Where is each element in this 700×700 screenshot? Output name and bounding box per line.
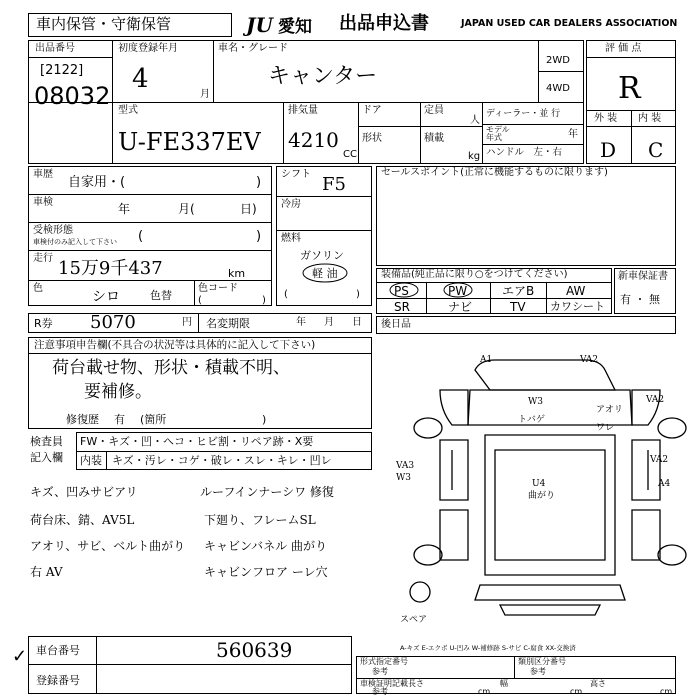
- mark-w3-side: W3: [396, 473, 411, 483]
- recycle-row: [28, 313, 372, 333]
- notes-line2: 要補修。: [84, 382, 152, 402]
- mark-a1: A1: [480, 355, 493, 365]
- notes-title: 注意事項申告欄(不具合の状況等は具体的に記入して下さい): [34, 339, 316, 351]
- mark-tobage: トバゲ: [518, 415, 545, 425]
- height-label: 高さ: [590, 679, 606, 688]
- length-label: 長さ: [408, 679, 424, 688]
- diagram-legend: A-キズ E-エクボ U-凹み W-補修跡 S-サビ C-腐食 XX-交換済: [400, 644, 576, 652]
- received-paren: (: [138, 229, 144, 244]
- equip-aw: AW: [566, 284, 586, 298]
- equip-tv: TV: [510, 300, 526, 314]
- displacement-label: 排気量: [288, 105, 318, 116]
- ju-logo: [246, 12, 312, 37]
- year-label: 年式: [486, 133, 502, 142]
- repair-history-value: 有: [114, 413, 125, 426]
- lot-number: 08032: [34, 82, 111, 110]
- equip-ps: PS: [394, 284, 409, 298]
- notes-line1: 荷台載せ物、形状・積載不明、: [52, 358, 290, 378]
- received-label: 受検形態: [33, 225, 73, 236]
- color-change-label: 色替: [150, 289, 172, 302]
- rear-items-label: 後日品: [381, 319, 411, 330]
- vehicle-damage-diagram: [396, 350, 680, 630]
- mark-va3: VA3: [396, 461, 415, 471]
- cert-ref: 参考: [372, 687, 388, 696]
- pw-circle: [442, 282, 474, 298]
- inspector-row2: キズ・汚レ・コゲ・破レ・スレ・キレ・凹レ: [112, 454, 332, 467]
- interior-value: C: [648, 138, 664, 162]
- equip-pw: PW: [448, 284, 468, 298]
- org-name: 愛知: [278, 17, 312, 37]
- recycle-value: 5070: [90, 312, 136, 333]
- storage-label: 車内保管・守衛保管: [36, 15, 172, 33]
- hw-note-c1-1: キズ、凹みサビアリ: [30, 485, 138, 499]
- diesel-circle: [300, 262, 350, 284]
- yen-unit: 円: [182, 317, 192, 328]
- door-label: ドア: [362, 105, 382, 116]
- name-change-label: 名変期限: [206, 317, 250, 330]
- mileage-label: 走行: [33, 253, 53, 264]
- kg-unit: kg: [468, 151, 481, 162]
- exterior-label: 外 装: [594, 113, 618, 124]
- cc-unit: CC: [343, 149, 357, 160]
- load-label: 積載: [424, 133, 444, 144]
- inspection-year: 年: [118, 202, 131, 216]
- km-unit: km: [228, 267, 246, 280]
- inspection-label: 車検: [33, 197, 53, 208]
- form-title: 出品申込書: [339, 13, 429, 34]
- inspector-row1: FW・キズ・凹・ヘコ・ヒビ割・リペア跡・X要: [80, 435, 314, 448]
- nc-day: 日: [352, 317, 362, 328]
- type-label: 型式: [118, 105, 138, 116]
- equip-airbag: エアB: [502, 284, 535, 298]
- color-value: シロ: [92, 289, 120, 305]
- fuel-label: 燃料: [281, 233, 301, 244]
- history-value: 自家用・(: [68, 175, 126, 190]
- mileage-value: 15万9千437: [58, 258, 163, 279]
- shift-value: F5: [322, 174, 346, 195]
- association-name: JAPAN USED CAR DEALERS ASSOCIATION: [461, 18, 678, 29]
- grade-value: R: [618, 71, 641, 106]
- model-year-label: モデル: [486, 125, 510, 134]
- chassis-label: 車台番号: [36, 644, 80, 657]
- length-cm: cm: [478, 687, 491, 696]
- color-code-label: 色コード: [198, 283, 238, 294]
- spec-label: 形式指定番号: [360, 657, 408, 666]
- height-cm: cm: [660, 687, 673, 696]
- person-unit: 人: [470, 115, 480, 126]
- nc-month: 月: [324, 317, 334, 328]
- exterior-value: D: [600, 138, 617, 162]
- ac-label: 冷房: [281, 199, 301, 210]
- mark-aori: アオリ: [596, 405, 623, 415]
- received-close: ): [256, 229, 262, 244]
- mark-ware: ワレ: [596, 423, 615, 433]
- lot-sub-number: [2122]: [40, 63, 84, 78]
- repair-history-label: 修復歴: [66, 413, 99, 426]
- hw-note-c1-4: 右 AV: [30, 565, 63, 579]
- shift-label: シフト: [281, 169, 311, 180]
- equip-navi: ナビ: [448, 300, 473, 314]
- drive-2wd: 2WD: [546, 55, 570, 66]
- received-note: 車検付のみ記入して下さい: [33, 238, 117, 246]
- spare-label: スペア: [400, 615, 428, 625]
- grade-label: 評 価 点: [605, 43, 642, 54]
- interior-label: 内 装: [638, 113, 662, 124]
- chassis-value: 560639: [216, 638, 293, 662]
- hw-note-c2-3: キャビンバネル 曲がり: [204, 539, 327, 553]
- width-label: 幅: [500, 679, 508, 688]
- repair-close: ): [262, 413, 267, 426]
- fuel-gasoline: ガソリン: [300, 249, 344, 262]
- ps-circle: [388, 282, 420, 298]
- inspector-entry-label: 記入欄: [30, 451, 63, 464]
- capacity-label: 定員: [424, 105, 444, 116]
- first-registration-label: 初度登録年月: [118, 43, 178, 54]
- equip-sr: SR: [394, 300, 410, 314]
- inspector-label: 検査員: [30, 435, 63, 448]
- width-cm: cm: [570, 687, 583, 696]
- year-unit: 年: [568, 129, 578, 140]
- mark-w3: W3: [528, 397, 543, 407]
- category-ref: 参考: [530, 667, 546, 676]
- type-value: U-FE337EV: [118, 128, 261, 156]
- shape-label: 形状: [362, 133, 382, 144]
- hw-note-c2-1: ルーフインナーシワ 修復: [200, 485, 334, 499]
- recycle-label: R券: [34, 317, 53, 330]
- displacement-value: 4210: [288, 128, 339, 152]
- rear-items-box: [376, 316, 676, 334]
- fuel-diesel: 軽 油: [312, 267, 338, 280]
- equipment-label: 装備品(純正品に限り○をつけてください): [381, 269, 568, 280]
- drive-4wd: 4WD: [546, 83, 570, 94]
- hw-note-c1-3: アオリ、サビ、ベルト曲がり: [30, 539, 186, 553]
- cert-label: 車検証明記載: [360, 679, 408, 688]
- sales-point-label: セールスポイント(正常に機能するものに限ります): [381, 167, 608, 178]
- month-unit: 月: [200, 89, 210, 100]
- hw-note-c2-4: キャビンフロア ーレ穴: [204, 565, 328, 579]
- fuel-paren: (: [284, 289, 288, 300]
- mark-va2-top: VA2: [580, 355, 599, 365]
- warranty-label: 新車保証書: [618, 271, 668, 282]
- model-name-value: キャンター: [268, 64, 378, 89]
- equip-leather: カワシート: [550, 300, 605, 313]
- reg-label: 登録番号: [36, 674, 80, 687]
- sales-point-box: [376, 166, 676, 266]
- hw-note-c1-2: 荷台床、錆、AV5L: [30, 513, 135, 527]
- model-name-label: 車名・グレード: [218, 43, 288, 54]
- category-label: 類別区分番号: [518, 657, 566, 666]
- check-mark: ✓: [12, 646, 28, 667]
- history-close: ): [256, 175, 262, 190]
- interior-row-label: 内装: [80, 454, 102, 467]
- nc-year: 年: [296, 317, 306, 328]
- color-label: 色: [33, 283, 43, 294]
- history-label: 車歴: [33, 169, 53, 180]
- first-registration-value: 4: [132, 64, 149, 94]
- mark-va2-side: VA2: [650, 455, 669, 465]
- dealer-label: ディーラー・並 行: [486, 109, 561, 119]
- inspection-month: 月(: [178, 202, 195, 216]
- spec-ref: 参考: [372, 667, 388, 676]
- inspection-day: 日): [240, 202, 257, 216]
- mark-bend: 曲がり: [528, 491, 556, 501]
- mark-u4: U4: [532, 479, 546, 489]
- lot-number-label: 出品番号: [35, 43, 75, 54]
- fuel-close: ): [356, 289, 360, 300]
- mark-a4: A4: [658, 479, 671, 489]
- mark-va2-right: VA2: [646, 395, 665, 405]
- color-code-close: ): [262, 295, 266, 306]
- ju-logo-text: JU: [246, 13, 273, 37]
- warranty-value: 有 ・ 無: [620, 293, 660, 306]
- repair-parts: (箇所: [140, 413, 167, 426]
- handle-label: ハンドル 左・右: [486, 147, 563, 158]
- color-code-paren: (: [198, 295, 202, 306]
- hw-note-c2-2: 下廻り、フレームSL: [204, 513, 316, 527]
